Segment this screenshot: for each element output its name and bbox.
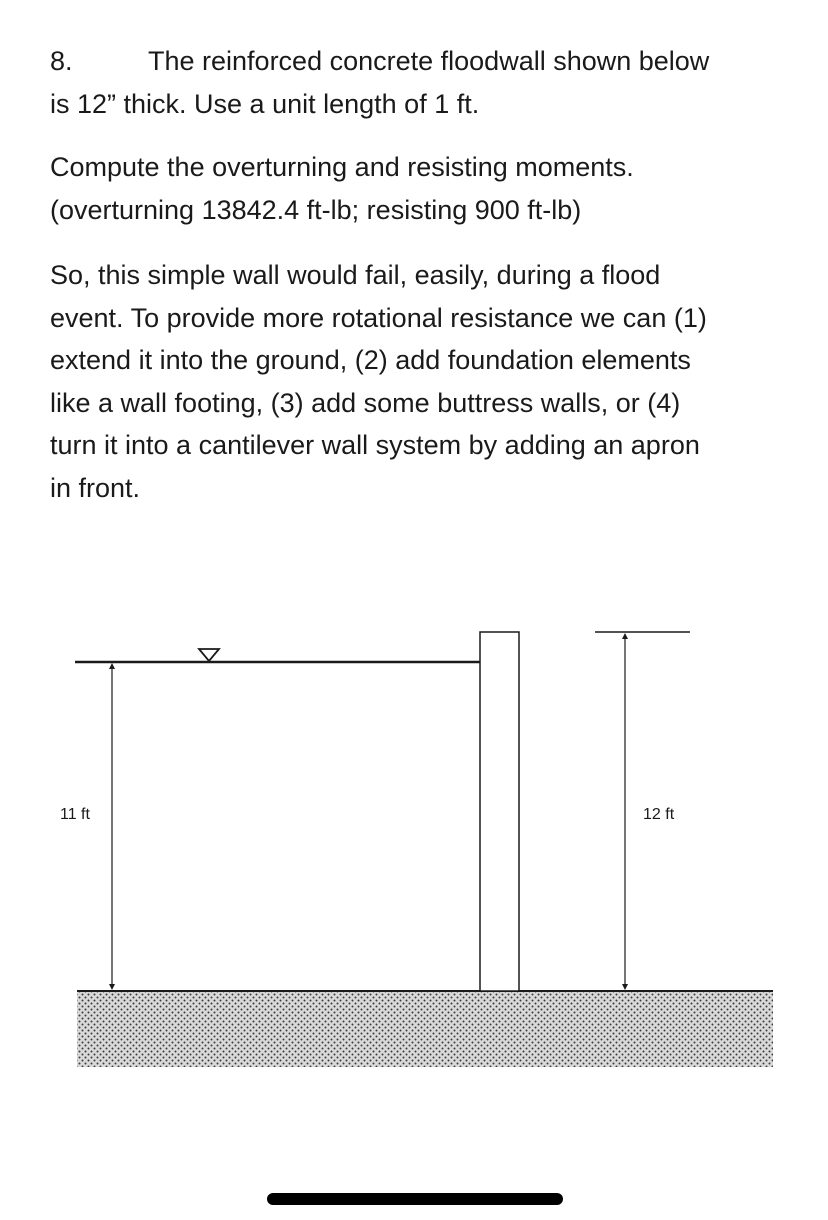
water-depth-label: 11 ft — [60, 806, 90, 823]
intro-line-1 — [50, 40, 790, 83]
intro-text-1: The reinforced concrete floodwall shown below — [148, 46, 710, 76]
given-line-2: (overturning 13842.4 ft-lb; resisting 900 ft-lb) — [50, 194, 582, 225]
wall-height-label: 12 ft — [643, 806, 675, 823]
given-line-1: Compute the overturning and resisting moments. — [50, 152, 634, 182]
problem-number: 8. — [50, 46, 73, 76]
discussion-line: extend it into the ground, (2) add foundation elements — [50, 345, 691, 375]
discussion-line: So, this simple wall would fail, easily, during a flood — [50, 260, 661, 290]
discussion-line: in front. — [50, 472, 141, 503]
discussion-line: event. To provide more rotational resistance we can (1) — [50, 302, 707, 333]
problem-given — [50, 146, 790, 231]
problem-discussion — [50, 254, 790, 509]
water-level-icon — [199, 649, 219, 661]
problem-intro — [50, 40, 790, 125]
ground-fill — [77, 991, 773, 1067]
floodwall — [480, 632, 519, 991]
intro-line-2: is 12” thick. Use a unit length of 1 ft. — [50, 88, 480, 119]
discussion-line: like a wall footing, (3) add some buttress walls, or (4) — [50, 387, 681, 418]
home-indicator[interactable] — [267, 1193, 563, 1205]
discussion-line: turn it into a cantilever wall system by adding an apron — [50, 430, 700, 460]
floodwall-diagram — [0, 600, 828, 1080]
